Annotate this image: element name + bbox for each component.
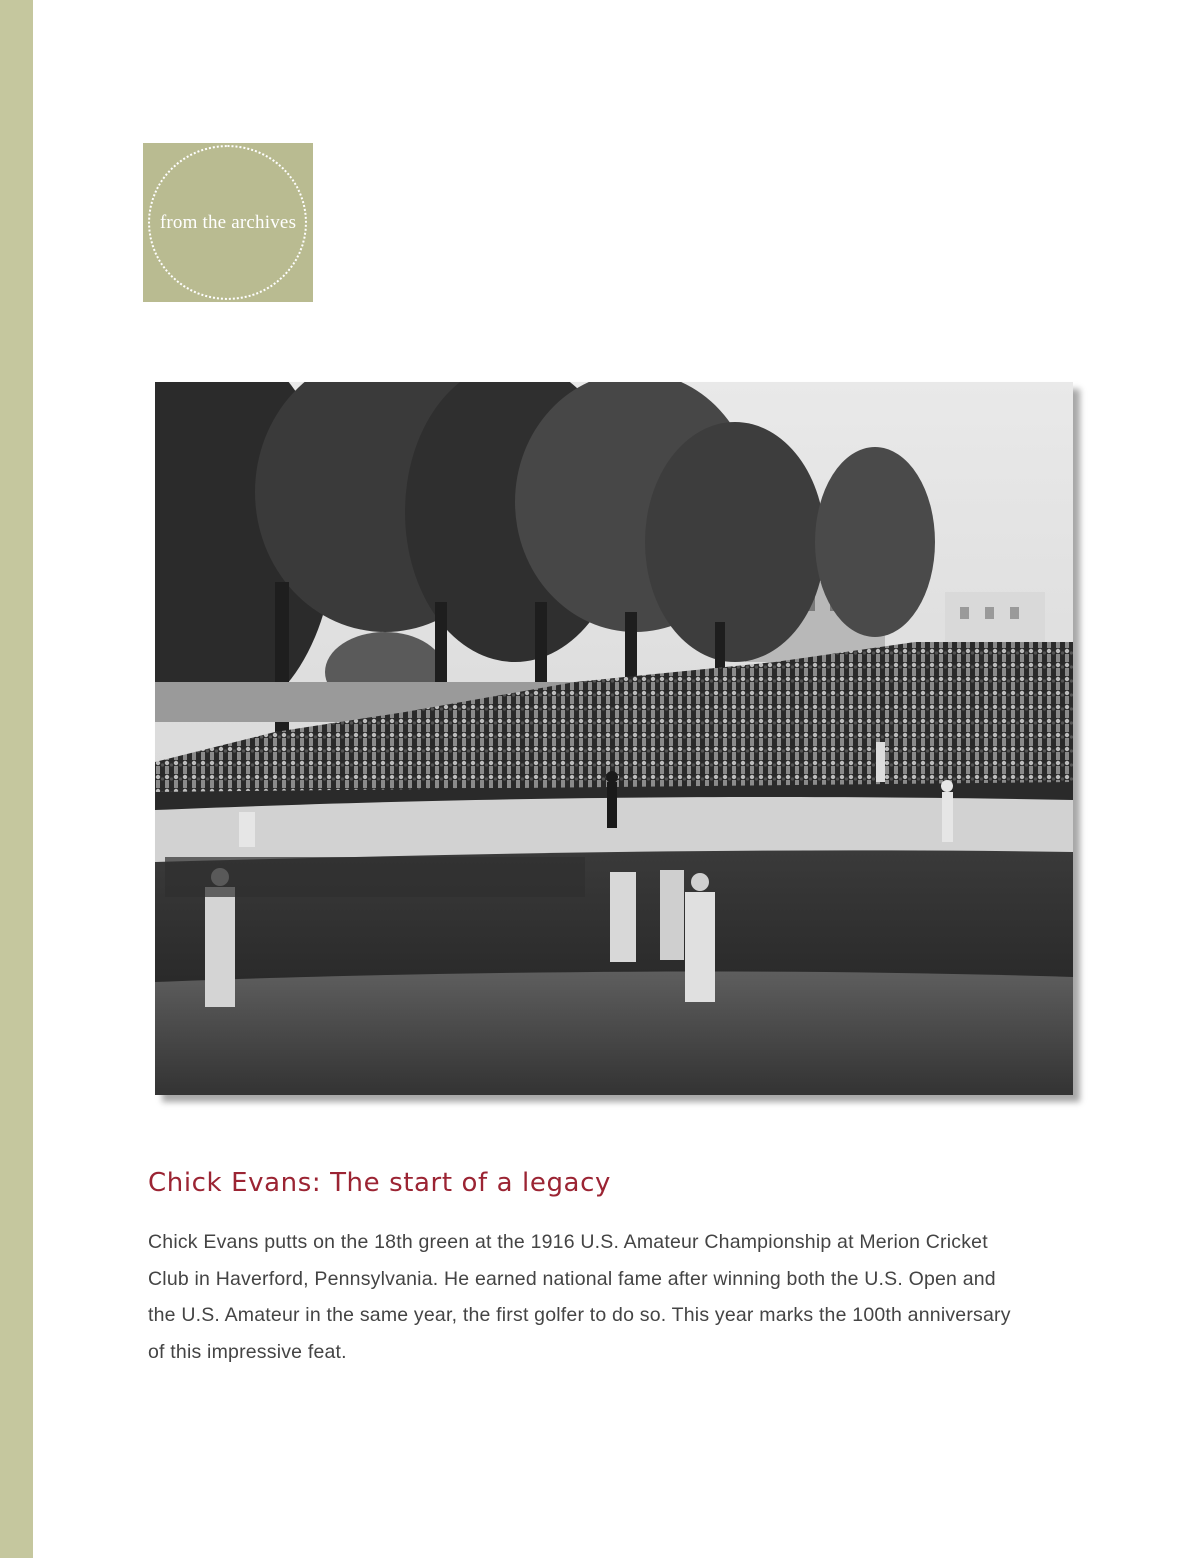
archive-photo — [155, 382, 1073, 1095]
badge-label: from the archives — [159, 212, 297, 233]
article-headline: Chick Evans: The start of a legacy — [148, 1168, 611, 1198]
side-accent-bar — [0, 0, 33, 1558]
archive-badge — [143, 143, 313, 302]
article-caption: Chick Evans putts on the 18th green at the 1916 U.S. Amateur Championship at Merion Cricket Club in Haverford, Pennsylvania. He earned national fame after winning both the U.S. Open and the U.S. Amateur in the same year, the first golfer to do so. This year marks the 100th anniversary of this impressive feat. — [148, 1231, 1011, 1363]
golf-green-photo — [155, 382, 1073, 1095]
